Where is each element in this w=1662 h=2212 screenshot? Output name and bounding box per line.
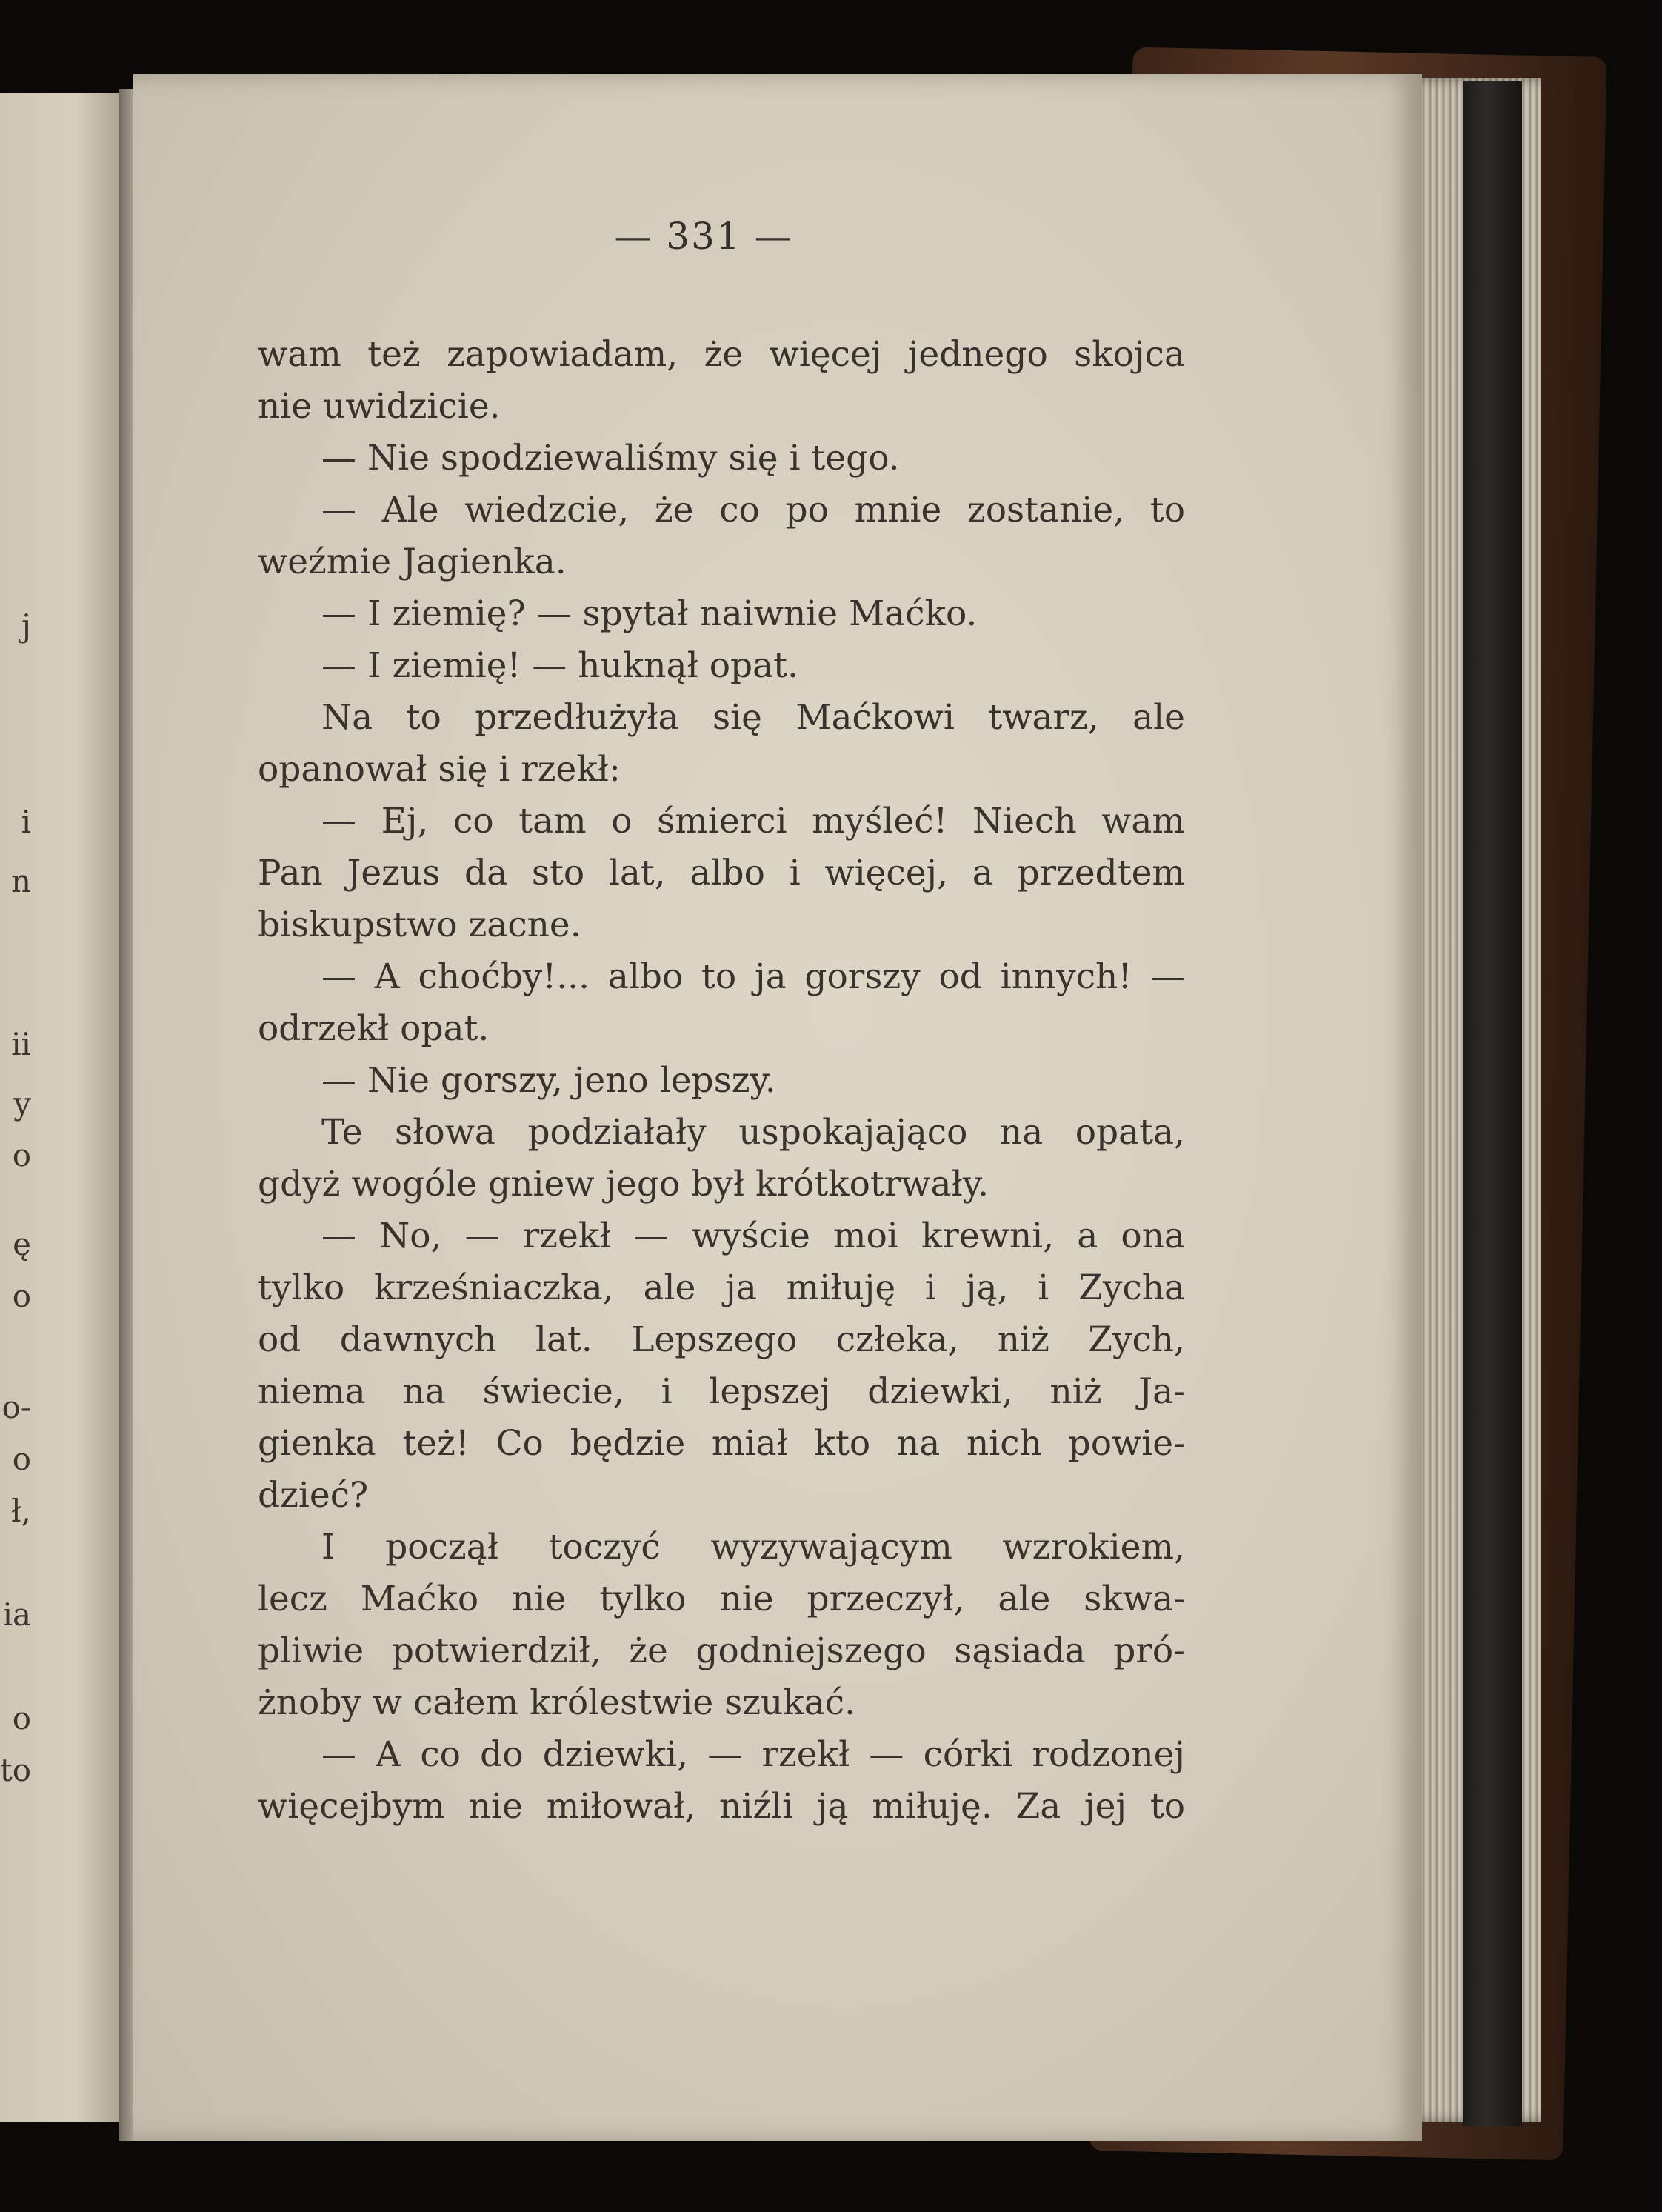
left-fragment: i <box>21 804 31 840</box>
text-line: — I ziemię! — huknął opat. <box>321 645 798 686</box>
left-fragment: ii <box>11 1026 31 1062</box>
left-fragment: o <box>12 1441 31 1477</box>
left-fragment: ł, <box>11 1493 31 1529</box>
text-line: niema na świecie, i lepszej dziewki, niż Ja- <box>258 1371 1185 1412</box>
text-line: — Nie spodziewaliśmy się i tego. <box>321 438 900 479</box>
text-line: pliwie potwierdził, że godniejszego sąsiada pró- <box>258 1630 1185 1671</box>
text-line: — Ale wiedzcie, że co po mnie zostanie, to <box>321 490 1185 530</box>
text-line: — Ej, co tam o śmierci myśleć! Niech wam <box>321 801 1185 842</box>
left-fragment: to <box>0 1752 31 1788</box>
left-fragment: n <box>10 863 31 899</box>
text-line: I począł toczyć wyzywającym wzrokiem, <box>321 1527 1185 1568</box>
text-line: opanował się i rzekł: <box>258 749 621 790</box>
text-line: — I ziemię? — spytał naiwnie Maćko. <box>321 593 978 634</box>
text-line: gienka też! Co będzie miał kto na nich powie- <box>258 1423 1185 1464</box>
text-line: żnoby w całem królestwie szukać. <box>258 1682 856 1723</box>
text-line: dzieć? <box>258 1475 369 1516</box>
text-line: Na to przedłużyła się Maćkowi twarz, ale <box>321 697 1185 738</box>
text-line: weźmie Jagienka. <box>258 542 567 582</box>
left-fragment: o <box>12 1137 31 1173</box>
text-line: tylko krześniaczka, ale ja miłuję i ją, i Zycha <box>258 1267 1185 1308</box>
text-line: — No, — rzekł — wyście moi krewni, a ona <box>321 1216 1185 1256</box>
text-line: — Nie gorszy, jeno lepszy. <box>321 1060 776 1101</box>
page-number: — 331 — <box>614 215 793 258</box>
body-text <box>258 329 1185 1833</box>
left-fragment: o- <box>1 1389 31 1425</box>
text-line: lecz Maćko nie tylko nie przeczył, ale skwa- <box>258 1579 1185 1619</box>
text-line: od dawnych lat. Lepszego człeka, niż Zych, <box>258 1319 1185 1360</box>
left-page <box>0 93 126 2122</box>
text-line: odrzekł opat. <box>258 1008 490 1049</box>
text-line: nie uwidzicie. <box>258 386 501 427</box>
page-edges-shadow <box>1463 81 1522 2126</box>
text-line: Te słowa podziałały uspokajająco na opata, <box>321 1112 1185 1153</box>
left-fragment: j <box>21 607 31 644</box>
text-line: więcejbym nie miłował, niźli ją miłuję. Za jej to <box>258 1786 1185 1827</box>
text-line: wam też zapowiadam, że więcej jednego skojca <box>258 334 1185 375</box>
text-line: — A co do dziewki, — rzekł — córki rodzonej <box>321 1734 1185 1775</box>
text-line: Pan Jezus da sto lat, albo i więcej, a przedtem <box>258 853 1185 893</box>
text-line: gdyż wogóle gniew jego był krótkotrwały. <box>258 1164 989 1205</box>
left-fragment: o <box>12 1278 31 1314</box>
text-line: biskupstwo zacne. <box>258 905 581 945</box>
left-fragment: ia <box>2 1596 31 1633</box>
left-fragment: o <box>12 1700 31 1736</box>
left-page-text-fragments <box>0 93 126 2122</box>
left-fragment: ę <box>13 1226 31 1262</box>
text-line: — A choćby!... albo to ja gorszy od innych! — <box>321 956 1185 997</box>
left-fragment: y <box>13 1085 31 1122</box>
